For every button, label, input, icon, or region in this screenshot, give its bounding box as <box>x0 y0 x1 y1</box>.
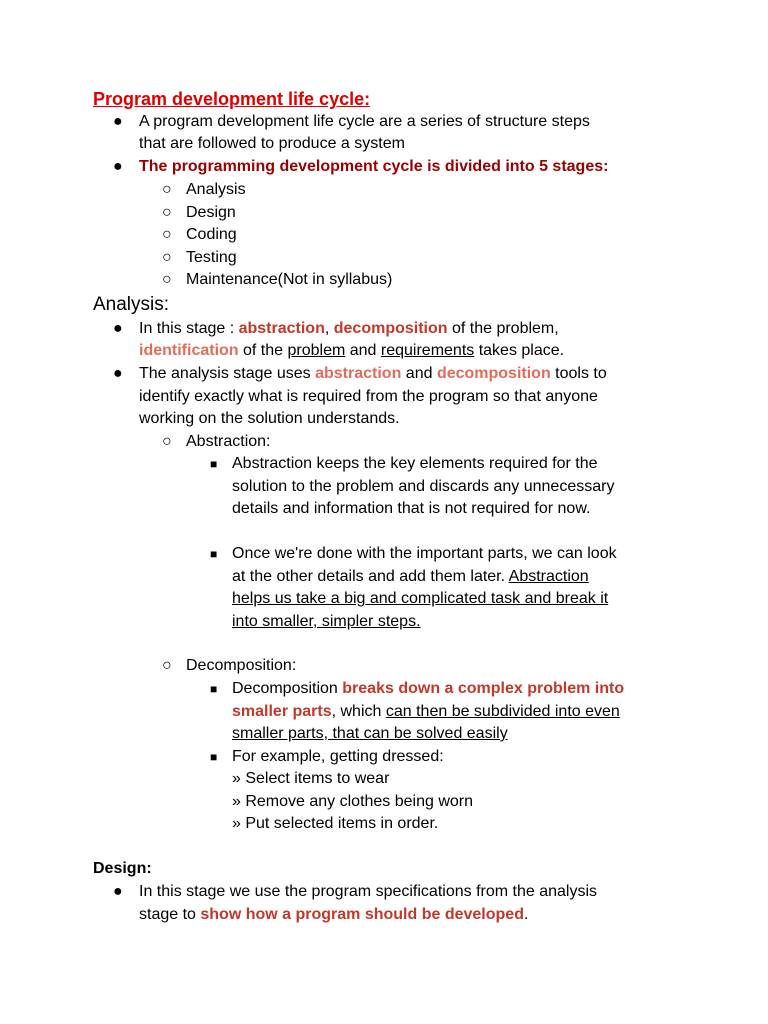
design-line2: stage to show how a program should be developed. <box>139 906 529 923</box>
decomposition-p1-line3: smaller parts, that can be solved easily <box>232 725 508 742</box>
abstraction-p1-line: solution to the problem and discards any unnecessary <box>232 478 615 495</box>
abstraction-p1-line: details and information that is not required for now. <box>232 500 591 517</box>
list-bullet: ● <box>113 883 123 900</box>
design-line1: In this stage we use the program specifications from the analysis <box>139 883 597 900</box>
analysis-b2-line3: working on the solution understands. <box>139 410 400 427</box>
page-title: Program development life cycle: <box>93 89 371 109</box>
intro-bullet2: The programming development cycle is divided into 5 stages: <box>139 158 609 175</box>
list-square: ■ <box>210 547 218 561</box>
list-circle: ○ <box>162 181 172 198</box>
stage-item: Maintenance(Not in syllabus) <box>186 271 393 288</box>
list-circle: ○ <box>162 249 172 266</box>
analysis-b2-line1: The analysis stage uses abstraction and decomposition tools to <box>139 365 607 382</box>
list-square: ■ <box>210 750 218 764</box>
abstraction-p1-line: Abstraction keeps the key elements required for the <box>232 455 598 472</box>
stage-item: Testing <box>186 249 237 266</box>
analysis-b1-line2: identification of the problem and requirements takes place. <box>139 342 565 359</box>
list-square: ■ <box>210 682 218 696</box>
stage-item: Analysis <box>186 181 246 198</box>
list-circle: ○ <box>162 271 172 288</box>
abstraction-p2-line4: into smaller, simpler steps. <box>232 613 421 630</box>
list-bullet: ● <box>113 365 123 382</box>
intro-bullet1-line2: that are followed to produce a system <box>139 135 405 152</box>
dressing-step: » Put selected items in order. <box>232 815 439 832</box>
decomposition-p2-line1: For example, getting dressed: <box>232 748 444 765</box>
decomposition-label: Decomposition: <box>186 657 297 674</box>
abstraction-p2-line1: Once we're done with the important parts, we can look <box>232 545 617 562</box>
stage-item: Coding <box>186 226 237 243</box>
abstraction-p2-line2: at the other details and add them later. Abstraction <box>232 568 589 585</box>
list-bullet: ● <box>113 158 123 175</box>
dressing-step: » Select items to wear <box>232 770 390 787</box>
list-circle: ○ <box>162 226 172 243</box>
list-bullet: ● <box>113 320 123 337</box>
abstraction-p2-line3: helps us take a big and complicated task and break it <box>232 590 609 607</box>
stage-item: Design <box>186 204 236 221</box>
analysis-b1-line1: In this stage : abstraction, decomposition of the problem, <box>139 320 559 337</box>
analysis-b2-line2: identify exactly what is required from the program so that anyone <box>139 388 598 405</box>
decomposition-p1-line1: Decomposition breaks down a complex problem into <box>232 680 625 697</box>
list-circle: ○ <box>162 204 172 221</box>
list-circle: ○ <box>162 433 172 450</box>
list-square: ■ <box>210 457 218 471</box>
list-bullet: ● <box>113 113 123 130</box>
list-circle: ○ <box>162 657 172 674</box>
design-heading: Design: <box>93 860 152 877</box>
decomposition-p1-line2: smaller parts, which can then be subdivided into even <box>232 703 620 720</box>
dressing-step: » Remove any clothes being worn <box>232 793 474 810</box>
abstraction-label: Abstraction: <box>186 433 271 450</box>
intro-bullet1-line1: A program development life cycle are a series of structure steps <box>139 113 590 130</box>
analysis-heading: Analysis: <box>93 294 170 315</box>
